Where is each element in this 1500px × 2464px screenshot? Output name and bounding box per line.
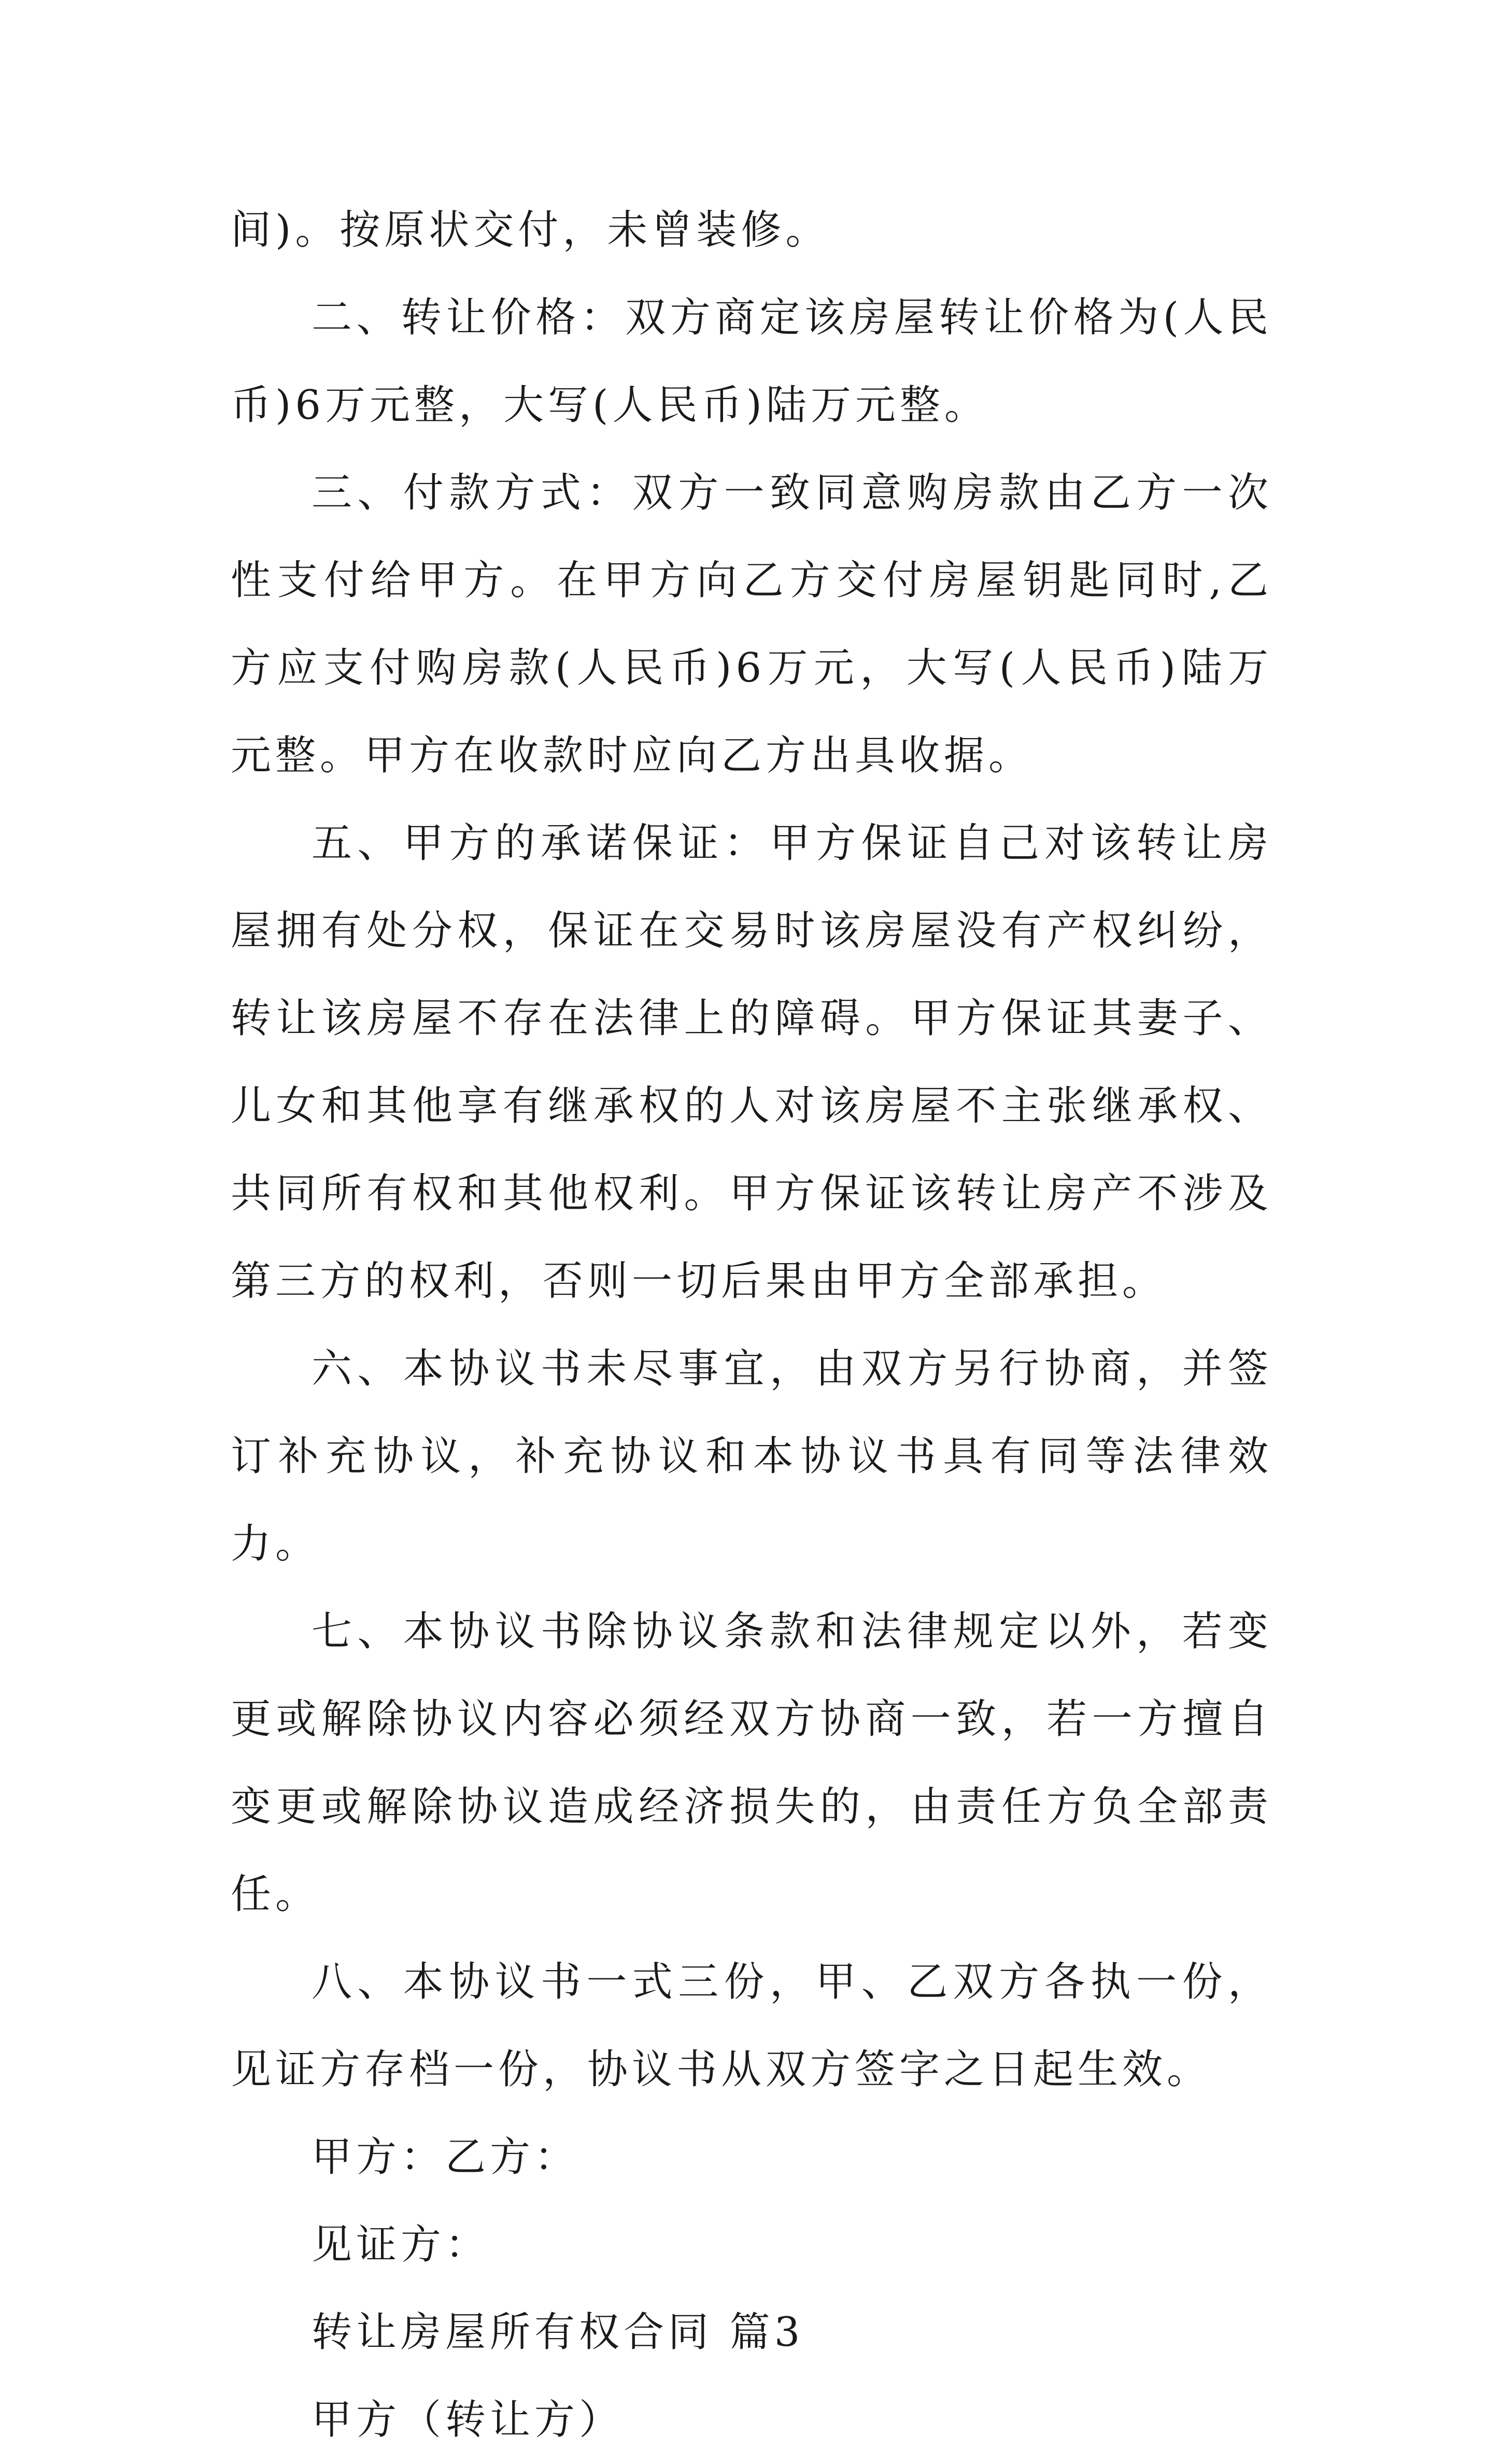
paragraph-modification: 七、本协议书除协议条款和法律规定以外，若变更或解除协议内容必须经双方协商一致，若一方擅自变更或解除协议造成经济损失的，由责任方负全部责任。 bbox=[231, 1608, 1272, 1918]
paragraph-party-a-guarantee: 五、甲方的承诺保证：甲方保证自己对该转让房屋拥有处分权，保证在交易时该房屋没有产权纠纷，转让该房屋不存在法律上的障碍。甲方保证其妻子、儿女和其他享有继承权的人对该房屋不主张继承权、共同所有权和其他权利。甲方保证该转让房产不涉及第三方的权利，否则一切后果由甲方全部承担。 bbox=[231, 820, 1272, 1305]
paragraph-continuation: 间)。按原状交付，未曾装修。 bbox=[231, 207, 830, 253]
document-body bbox=[231, 187, 1272, 2464]
paragraph-payment-method: 三、付款方式：双方一致同意购房款由乙方一次性支付给甲方。在甲方向乙方交付房屋钥匙同时,乙方应支付购房款(人民币)6万元，大写(人民币)陆万元整。甲方在收款时应向乙方出具收据。 bbox=[231, 470, 1272, 779]
signature-witness: 见证方： bbox=[312, 2221, 490, 2268]
signature-parties: 甲方：乙方： bbox=[312, 2134, 579, 2180]
party-a-label: 甲方（转让方） bbox=[312, 2397, 624, 2443]
paragraph-copies: 八、本协议书一式三份，甲、乙双方各执一份，见证方存档一份，协议书从双方签字之日起生效。 bbox=[231, 1959, 1272, 2093]
paragraph-supplementary-agreement: 六、本协议书未尽事宜，由双方另行协商，并签订补充协议，补充协议和本协议书具有同等法律效力。 bbox=[231, 1346, 1272, 1567]
section-title: 转让房屋所有权合同 篇3 bbox=[312, 2309, 804, 2356]
paragraph-transfer-price: 二、转让价格：双方商定该房屋转让价格为(人民币)6万元整，大写(人民币)陆万元整。 bbox=[231, 294, 1272, 429]
